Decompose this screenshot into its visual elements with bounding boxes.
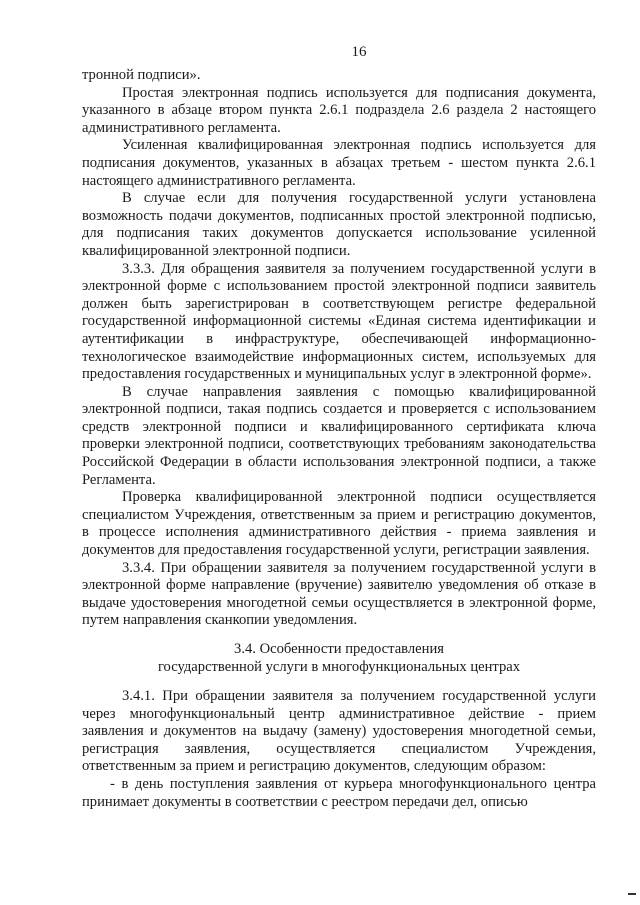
paragraph: 3.3.4. При обращении заявителя за получением государственной услуги в электронной форме направление (вручение) заявителю уведомления об отказе в выдаче удостоверения многодетной семьи осуществляется в электронной форме, путем направления сканкопии уведомления. — [82, 559, 596, 629]
section-heading-line: 3.4. Особенности предоставления — [234, 641, 444, 657]
paragraph: В случае если для получения государственной услуги установлена возможность подачи документов, подписанных простой электронной подписью, для подписания таких документов допускается использование усиленной квалифицированной электронной подписи. — [82, 190, 596, 259]
section-heading-line: государственной услуги в многофункциональных центрах — [157, 659, 521, 675]
section-heading — [82, 640, 596, 676]
scan-mark — [628, 893, 636, 895]
paragraph: Простая электронная подпись используется для подписания документа, указанного в абзаце втором пункта 2.6.1 подраздела 2.6 раздела 2 настоящего административного регламента. — [82, 84, 596, 136]
paragraph: тронной подписи». — [82, 67, 201, 83]
page-number: 16 — [351, 44, 367, 60]
paragraph: 3.4.1. При обращении заявителя за получением государственной услуги через многофункциональный центр административное действие - прием заявления и документов на выдачу (замену) удостоверения многодетной семьи, регистрация заявления, осуществляется специалистом Учреждения, ответственным за прием и регистрацию документов, следующим образом: — [82, 688, 596, 775]
paragraph: Усиленная квалифицированная электронная подпись используется для подписания документов, указанных в абзацах третьем - шестом пункта 2.6.1 настоящего административного регламента. — [82, 137, 596, 189]
paragraph: Проверка квалифицированной электронной подписи осуществляется специалистом Учреждения, ответственным за прием и регистрацию документов, в процессе исполнения административного действия - приема заявления и документов для предоставления государственной услуги, регистрации заявления. — [82, 489, 596, 559]
paragraph: 3.3.3. Для обращения заявителя за получением государственной услуги в электронной форме с использованием простой электронной подписи заявитель должен быть зарегистрирован в соответствующем регистре федеральной государственной информационной системы «Единая система идентификации и аутентификации в инфраструктуре, обеспечивающей информационно-технологическое взаимодействие информационных систем, используемых для предоставления государственных и муниципальных услуг в электронной форме». — [82, 260, 596, 383]
paragraph: В случае направления заявления с помощью квалифицированной электронной подписи, такая подпись создается и проверяется с использованием средств электронной подписи и квалифицированного сертификата ключа проверки электронной подписи, соответствующих требованиям законодательства Российской Федерации в области использования электронной подписи, а также Регламента. — [82, 383, 596, 488]
document-body — [82, 67, 596, 811]
paragraph: - в день поступления заявления от курьера многофункционального центра принимает документы в соответствии с реестром передачи дел, описью — [82, 775, 596, 810]
